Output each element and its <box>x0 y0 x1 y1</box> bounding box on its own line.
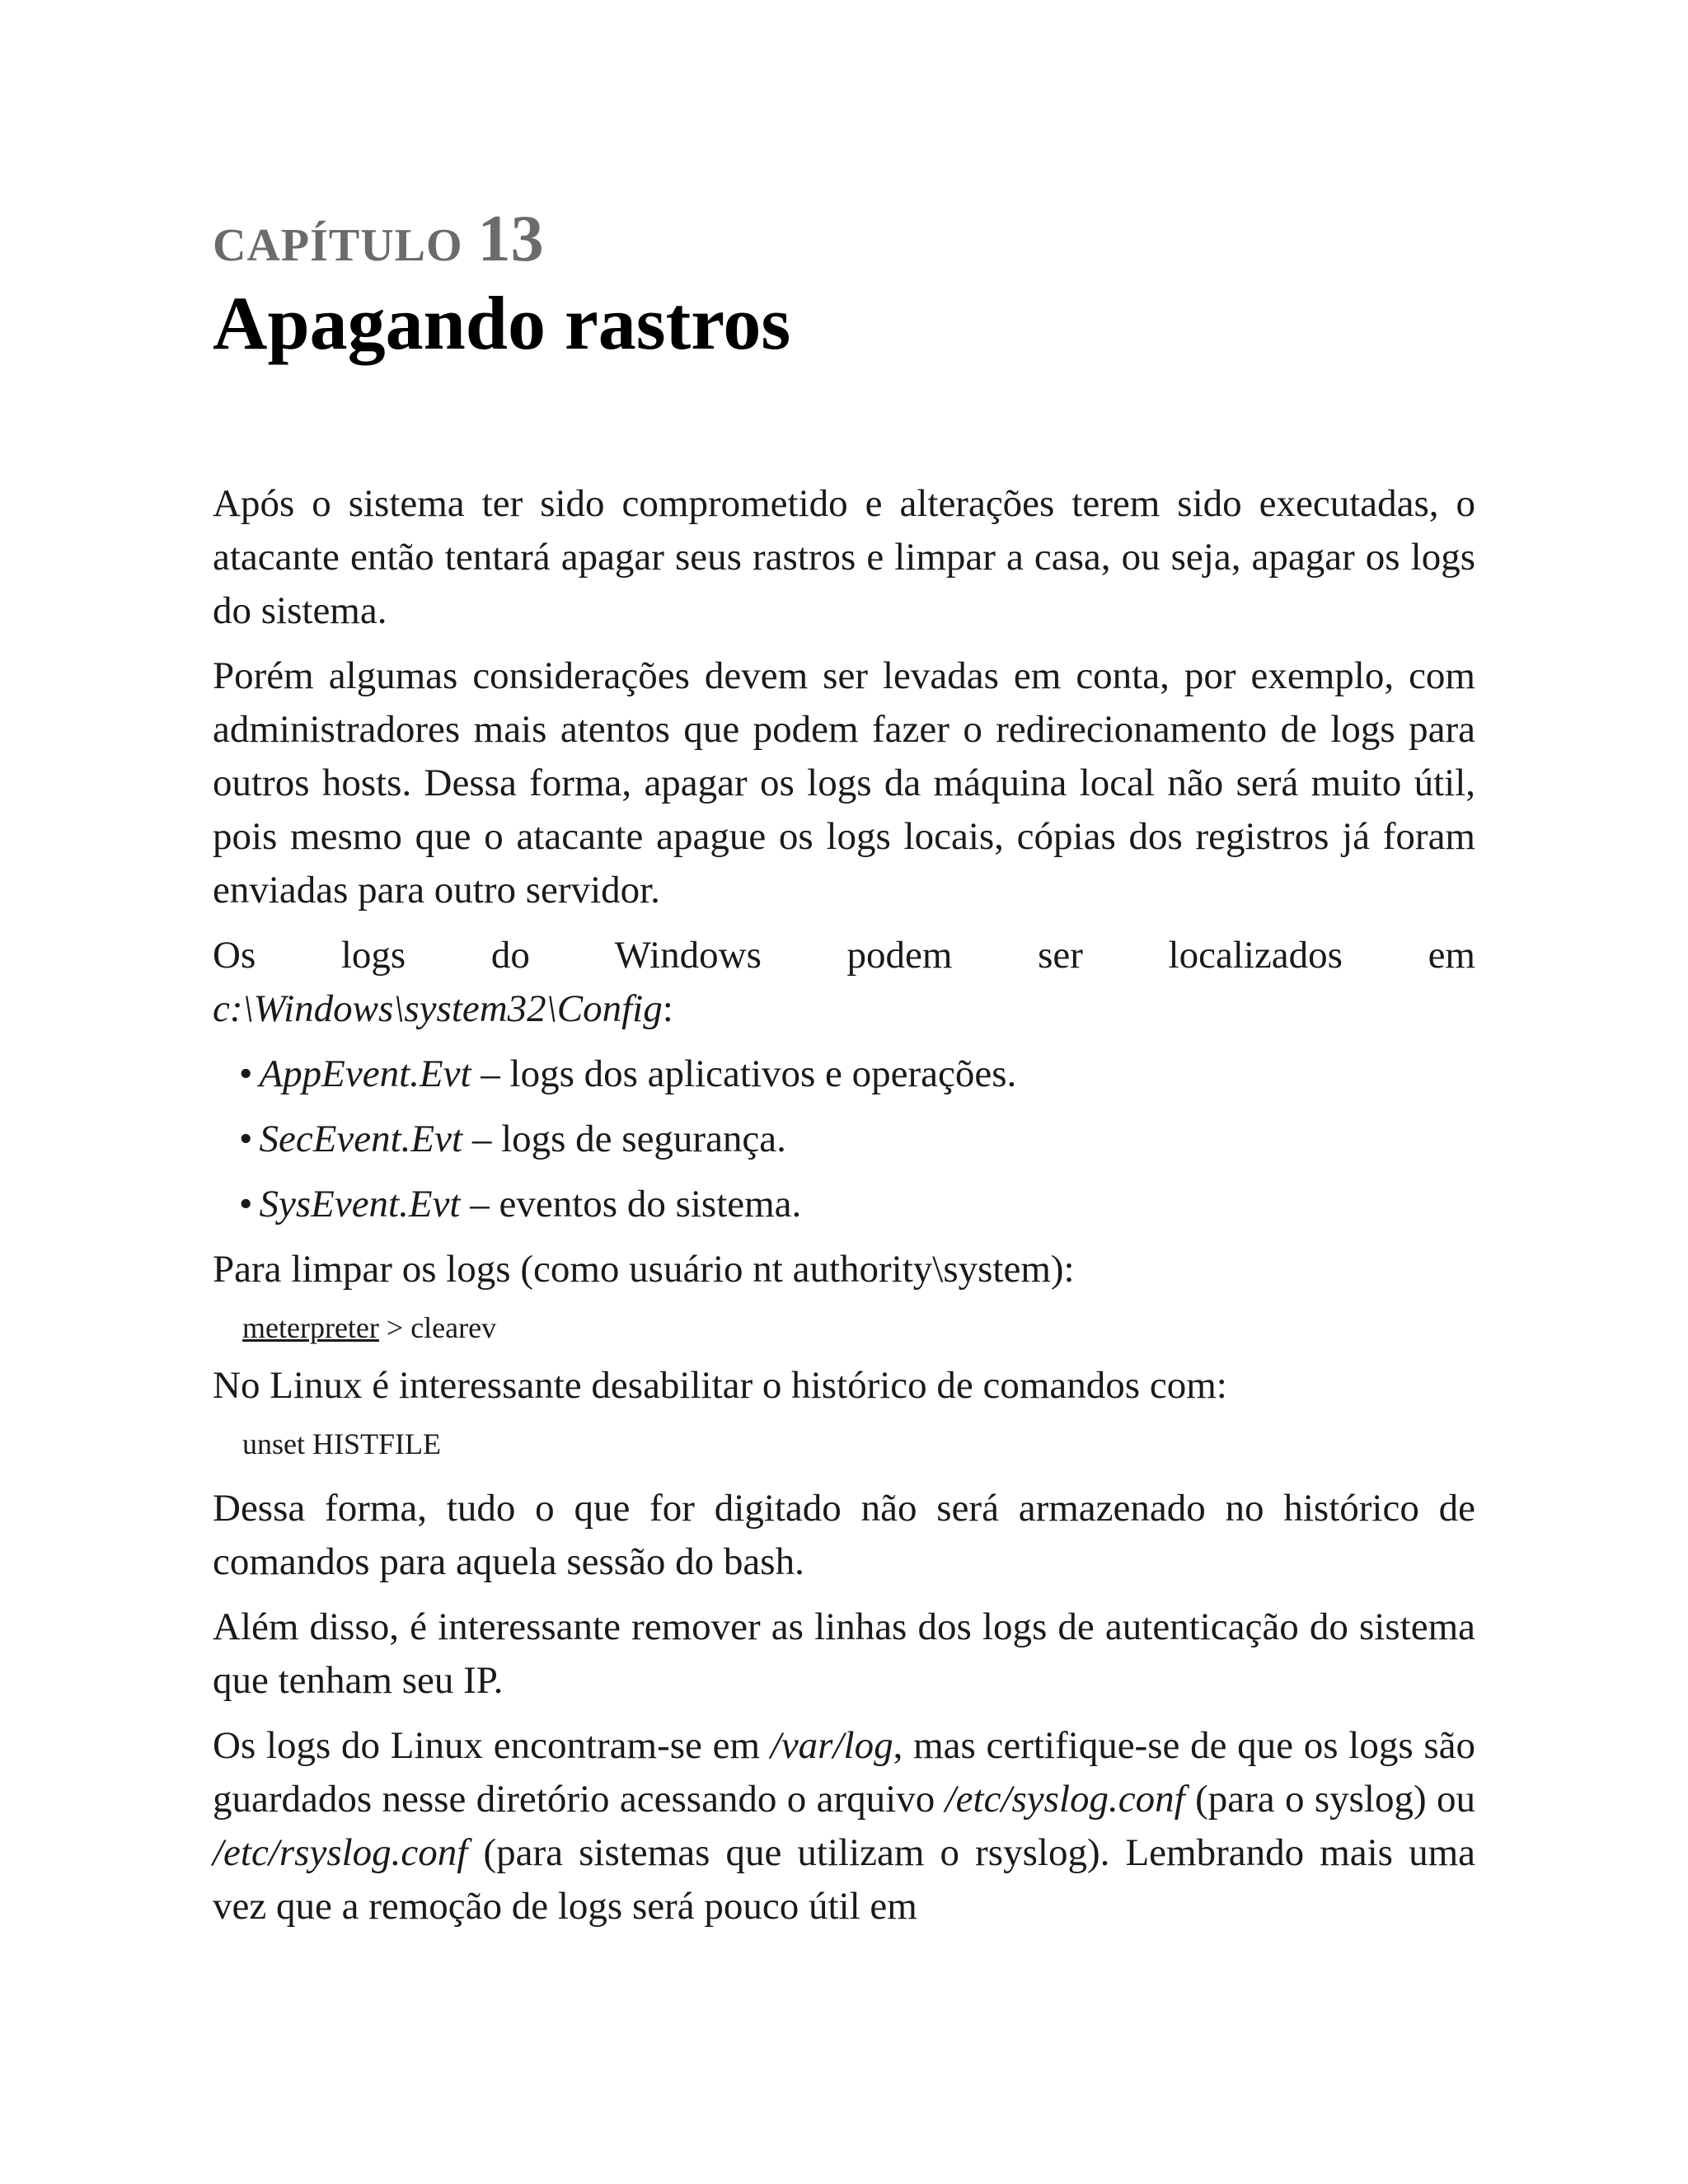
bullet-icon: • <box>239 1052 253 1096</box>
chapter-number: 13 <box>477 203 544 275</box>
syslog-conf-path: /etc/syslog.conf <box>945 1778 1185 1821</box>
paragraph-1: Após o sistema ter sido comprometido e alterações terem sido executadas, o atacante então tentará apagar seus rastros e limpar a casa, ou seja, apagar os logs do sistema. <box>213 482 1475 633</box>
log-file-name: SysEvent.Evt <box>259 1183 461 1226</box>
bullet-icon: • <box>239 1118 253 1161</box>
text-run: (para o syslog) ou <box>1184 1778 1475 1821</box>
list-item <box>239 1178 1475 1231</box>
code-clearev <box>242 1308 1475 1347</box>
paragraph-8 <box>213 1719 1475 1933</box>
code-unset-histfile: unset HISTFILE <box>242 1427 441 1461</box>
log-file-name: SecEvent.Evt <box>259 1118 463 1161</box>
document-page <box>213 203 1475 1945</box>
windows-config-path: c:\Windows\system32\Config <box>213 987 663 1031</box>
chapter-label <box>213 203 1475 275</box>
text-run: , mas certifique-se de que os logs são guardados nesse diretório acessando o arquivo <box>213 1724 1475 1821</box>
body-text <box>213 477 1475 1933</box>
var-log-path: /var/log <box>770 1724 893 1768</box>
bullet-icon: • <box>239 1183 253 1226</box>
paragraph-7: Além disso, é interessante remover as linhas dos logs de autenticação do sistema que tenham seu IP. <box>213 1605 1475 1703</box>
code-prompt: meterpreter <box>242 1311 379 1345</box>
text-run: (para sistemas que utilizam o rsyslog). Lembrando mais uma vez que a remoção de logs será pouco útil em <box>213 1831 1475 1929</box>
rsyslog-conf-path: /etc/rsyslog.conf <box>213 1831 468 1875</box>
paragraph-3-line-1: Os logs do Windows podem ser localizados em <box>213 934 1475 977</box>
paragraph-5: No Linux é interessante desabilitar o histórico de comandos com: <box>213 1364 1227 1408</box>
chapter-word: CAPÍTULO <box>213 220 463 271</box>
paragraph-2: Porém algumas considerações devem ser levadas em conta, por exemplo, com administradores mais atentos que podem fazer o redirecionamento de logs para outros hosts. Dessa forma, apagar os logs da máquina local não será muito útil, pois mesmo que o atacante apague os logs locais, cópias dos registros já foram enviadas para outro servidor. <box>213 654 1475 912</box>
log-file-desc: – logs de segurança. <box>462 1118 786 1161</box>
log-file-desc: – logs dos aplicativos e operações. <box>471 1052 1017 1096</box>
list-item <box>239 1047 1475 1101</box>
paragraph-3-line-2 <box>213 982 1475 1036</box>
log-file-name: AppEvent.Evt <box>259 1052 471 1096</box>
paragraph-4: Para limpar os logs (como usuário nt authority\system): <box>213 1248 1075 1291</box>
list-item <box>239 1113 1475 1166</box>
paragraph-6: Dessa forma, tudo o que for digitado não será armazenado no histórico de comandos para aquela sessão do bash. <box>213 1487 1475 1584</box>
windows-log-list <box>213 1047 1475 1231</box>
log-file-desc: – eventos do sistema. <box>460 1183 802 1226</box>
colon: : <box>662 987 673 1031</box>
text-run: Os logs do Linux encontram-se em <box>213 1724 771 1768</box>
chapter-title: Apagando rastros <box>213 281 791 365</box>
code-command: > clearev <box>378 1311 497 1345</box>
